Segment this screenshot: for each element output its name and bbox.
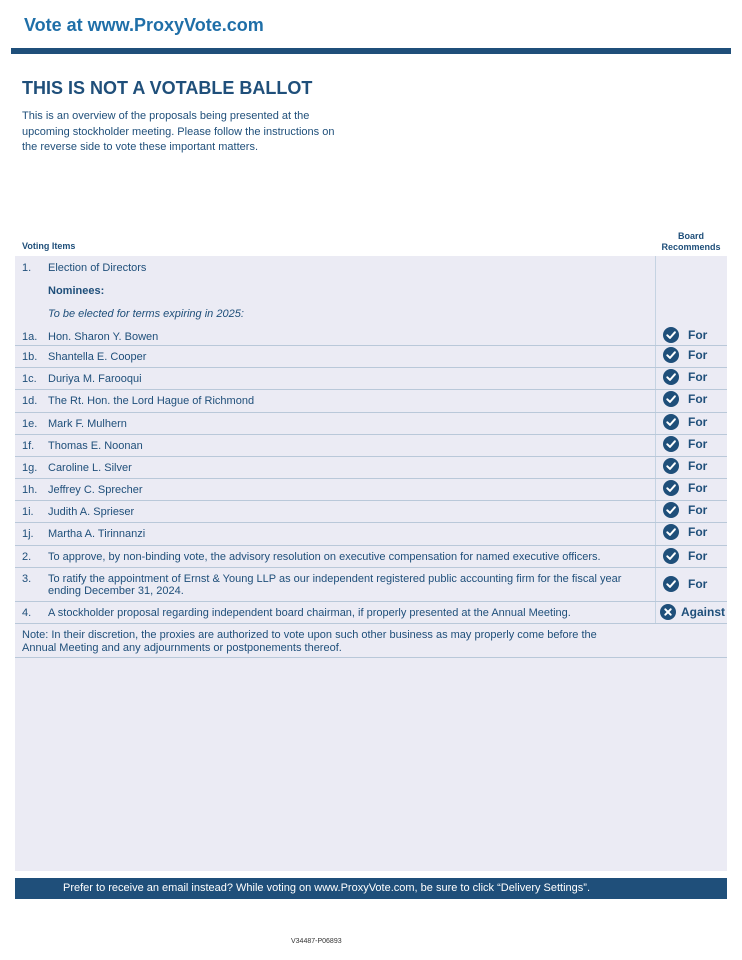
item-text: Caroline L. Silver	[48, 462, 132, 474]
table-row	[15, 346, 727, 368]
voting-items-header: Voting Items	[22, 241, 76, 251]
item-text: Duriya M. Farooqui	[48, 373, 142, 385]
footer-banner: Prefer to receive an email instead? While voting on www.ProxyVote.com, be sure to click “Delivery Settings”.	[15, 878, 727, 899]
table-row	[15, 390, 727, 413]
item-number: 1b.	[22, 351, 38, 363]
nominees-label: Nominees:	[48, 285, 105, 297]
check-circle-icon	[663, 391, 679, 407]
item-text: Shantella E. Cooper	[48, 351, 147, 363]
recommendation-label: Against	[681, 605, 726, 619]
table-row	[15, 435, 727, 457]
table-row	[15, 457, 727, 479]
item-number: 1a.	[22, 331, 38, 343]
check-circle-icon	[663, 414, 679, 430]
election-row	[15, 262, 727, 278]
recommendation	[660, 604, 725, 620]
table-row	[15, 413, 727, 435]
recommendation-label: For	[688, 481, 708, 495]
item-text	[48, 573, 648, 597]
recommendation-label: For	[688, 437, 708, 451]
check-circle-icon	[663, 548, 679, 564]
terms-label: To be elected for terms expiring in 2025:	[48, 308, 244, 320]
check-circle-icon	[663, 347, 679, 363]
recommendation	[663, 391, 707, 407]
ballot-heading: THIS IS NOT A VOTABLE BALLOT	[22, 78, 313, 98]
table-row	[15, 479, 727, 501]
check-circle-icon	[663, 369, 679, 385]
board-header-line2: Recommends	[661, 241, 721, 252]
recommendation	[663, 436, 707, 452]
item-number: 1e.	[22, 418, 38, 430]
recommendation	[663, 458, 707, 474]
recommendation-label: For	[688, 348, 708, 362]
table-row	[15, 568, 727, 602]
board-header-line1: Board	[677, 231, 704, 241]
recommendation	[663, 369, 707, 385]
board-recommends-header	[655, 231, 727, 252]
recommendation-label: For	[688, 415, 708, 429]
recommendation	[663, 524, 707, 540]
note-line1: Note: In their discretion, the proxies are authorized to vote upon such other business as may properly come before the	[22, 629, 597, 641]
item-number: 2.	[22, 551, 32, 563]
table-row	[15, 501, 727, 523]
item-number: 3.	[22, 573, 32, 585]
item-text: Election of Directors	[48, 262, 147, 274]
item-text-line1: To ratify the appointment of Ernst & Young LLP as our independent registered public accounting firm for the fiscal year	[48, 573, 622, 585]
recommendation	[663, 327, 707, 343]
table-row	[15, 368, 727, 390]
item-number: 1i.	[22, 506, 34, 518]
item-number: 4.	[22, 607, 32, 619]
recommendation-label: For	[688, 392, 708, 406]
item-number: 1j.	[22, 528, 34, 540]
recommendation-label: For	[688, 459, 708, 473]
item-number: 1c.	[22, 373, 37, 385]
check-circle-icon	[663, 524, 679, 540]
check-circle-icon	[663, 480, 679, 496]
item-text-line2: ending December 31, 2024.	[48, 585, 184, 597]
x-circle-icon	[660, 604, 676, 620]
check-circle-icon	[663, 502, 679, 518]
recommendation-label: For	[688, 549, 708, 563]
table-row	[15, 322, 727, 346]
item-number: 1.	[22, 262, 32, 274]
item-text: Jeffrey C. Sprecher	[48, 484, 143, 496]
note-text	[22, 629, 642, 655]
recommendation	[663, 347, 707, 363]
item-number: 1g.	[22, 462, 38, 474]
check-circle-icon	[663, 576, 679, 592]
header-divider	[11, 48, 731, 54]
item-text: Martha A. Tirinnanzi	[48, 528, 146, 540]
recommendation	[663, 502, 707, 518]
intro-text: This is an overview of the proposals being presented at the upcoming stockholder meeting. Please follow the instructions on the reverse side to vote these important matters.	[22, 110, 335, 153]
item-number: 1h.	[22, 484, 38, 496]
item-text: The Rt. Hon. the Lord Hague of Richmond	[48, 395, 255, 407]
recommendation-label: For	[688, 328, 708, 342]
check-circle-icon	[663, 436, 679, 452]
recommendation	[663, 480, 707, 496]
item-text: A stockholder proposal regarding independent board chairman, if properly presented at the Annual Meeting.	[48, 607, 571, 619]
recommendation	[663, 548, 707, 564]
table-row	[15, 523, 727, 546]
header-title: Vote at www.ProxyVote.com	[24, 15, 264, 35]
item-number: 1f.	[22, 440, 35, 452]
recommendation-label: For	[688, 577, 708, 591]
recommendation	[663, 414, 707, 430]
item-text: Thomas E. Noonan	[48, 440, 143, 452]
check-circle-icon	[663, 458, 679, 474]
item-text: Hon. Sharon Y. Bowen	[48, 331, 159, 343]
check-circle-icon	[663, 327, 679, 343]
item-number: 1d.	[22, 395, 38, 407]
table-row	[15, 546, 727, 568]
recommendation	[663, 576, 707, 592]
recommendation-label: For	[688, 370, 708, 384]
nominees-row	[15, 285, 727, 301]
document-code: V34487-P06893	[291, 938, 342, 945]
note-line2: Annual Meeting and any adjournments or postponements thereof.	[22, 642, 342, 654]
recommendation-label: For	[688, 503, 708, 517]
item-text: To approve, by non-binding vote, the advisory resolution on executive compensation for named executive officers.	[48, 551, 601, 563]
item-text: Judith A. Sprieser	[48, 506, 135, 518]
item-text: Mark F. Mulhern	[48, 418, 127, 430]
table-row	[15, 602, 727, 624]
recommendation-label: For	[688, 525, 708, 539]
